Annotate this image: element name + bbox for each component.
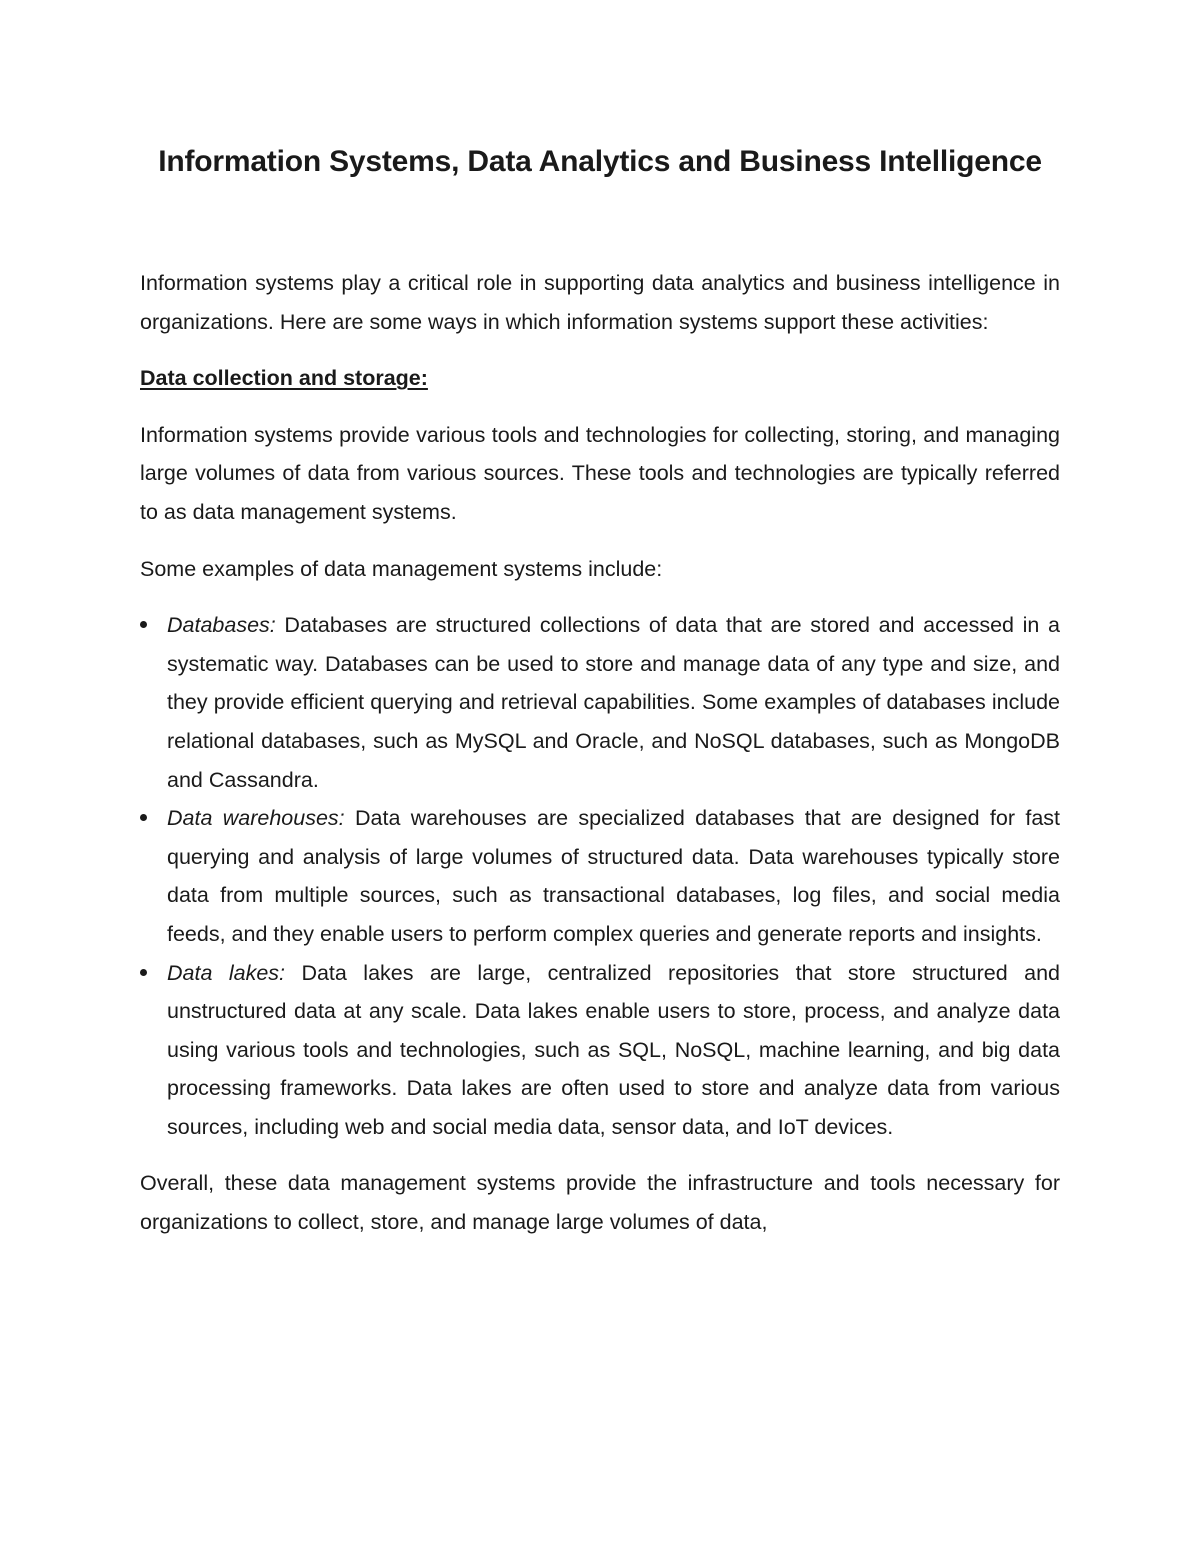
closing-paragraph: Overall, these data management systems provide the infrastructure and tools necessary for organizations to collect, store, and manage large volumes of data,: [140, 1171, 1060, 1235]
section-paragraph: Information systems provide various tools and technologies for collecting, storing, and managing large volumes of data from various sources. These tools and technologies are typically referred to as data management systems.: [140, 422, 1060, 524]
bullet-icon: [140, 969, 147, 976]
list-item-data-lakes: [140, 954, 1060, 1147]
section-heading: Data collection and storage:: [140, 366, 428, 391]
examples-intro: Some examples of data management systems include:: [140, 556, 663, 581]
bullet-icon: [140, 814, 147, 821]
term-label: Data lakes:: [167, 960, 302, 985]
list-item-data-warehouses: [140, 799, 1060, 953]
term-description: Data warehouses are specialized databases that are designed for fast querying and analysis of large volumes of structured data. Data warehouses typically store data from multiple sources, such as transactional databases, log files, and social media feeds, and they enable users to perform complex queries and generate reports and insights.: [167, 806, 1060, 946]
examples-list: [140, 606, 1060, 1146]
document-content: [140, 140, 1060, 1242]
document-title: Information Systems, Data Analytics and Business Intelligence: [158, 145, 1042, 178]
term-description: Databases are structured collections of data that are stored and accessed in a systematic way. Databases can be used to store and manage data of any type and size, and they provide efficient querying and retrieval capabilities. Some examples of databases include relational databases, such as MySQL and Oracle, and NoSQL databases, such as MongoDB and Cassandra.: [167, 613, 1060, 792]
term-label: Databases:: [167, 613, 285, 638]
intro-paragraph: Information systems play a critical role in supporting data analytics and business intelligence in organizations. Here are some ways in which information systems support these activities:: [140, 271, 1060, 334]
list-item-databases: [140, 606, 1060, 799]
bullet-icon: [140, 621, 147, 628]
term-description: Data lakes are large, centralized repositories that store structured and unstructured data at any scale. Data lakes enable users to store, process, and analyze data using various tools and technologies, such as SQL, NoSQL, machine learning, and big data processing frameworks. Data lakes are often used to store and analyze data from various sources, including web and social media data, sensor data, and IoT devices.: [167, 960, 1061, 1139]
term-label: Data warehouses:: [167, 806, 355, 831]
